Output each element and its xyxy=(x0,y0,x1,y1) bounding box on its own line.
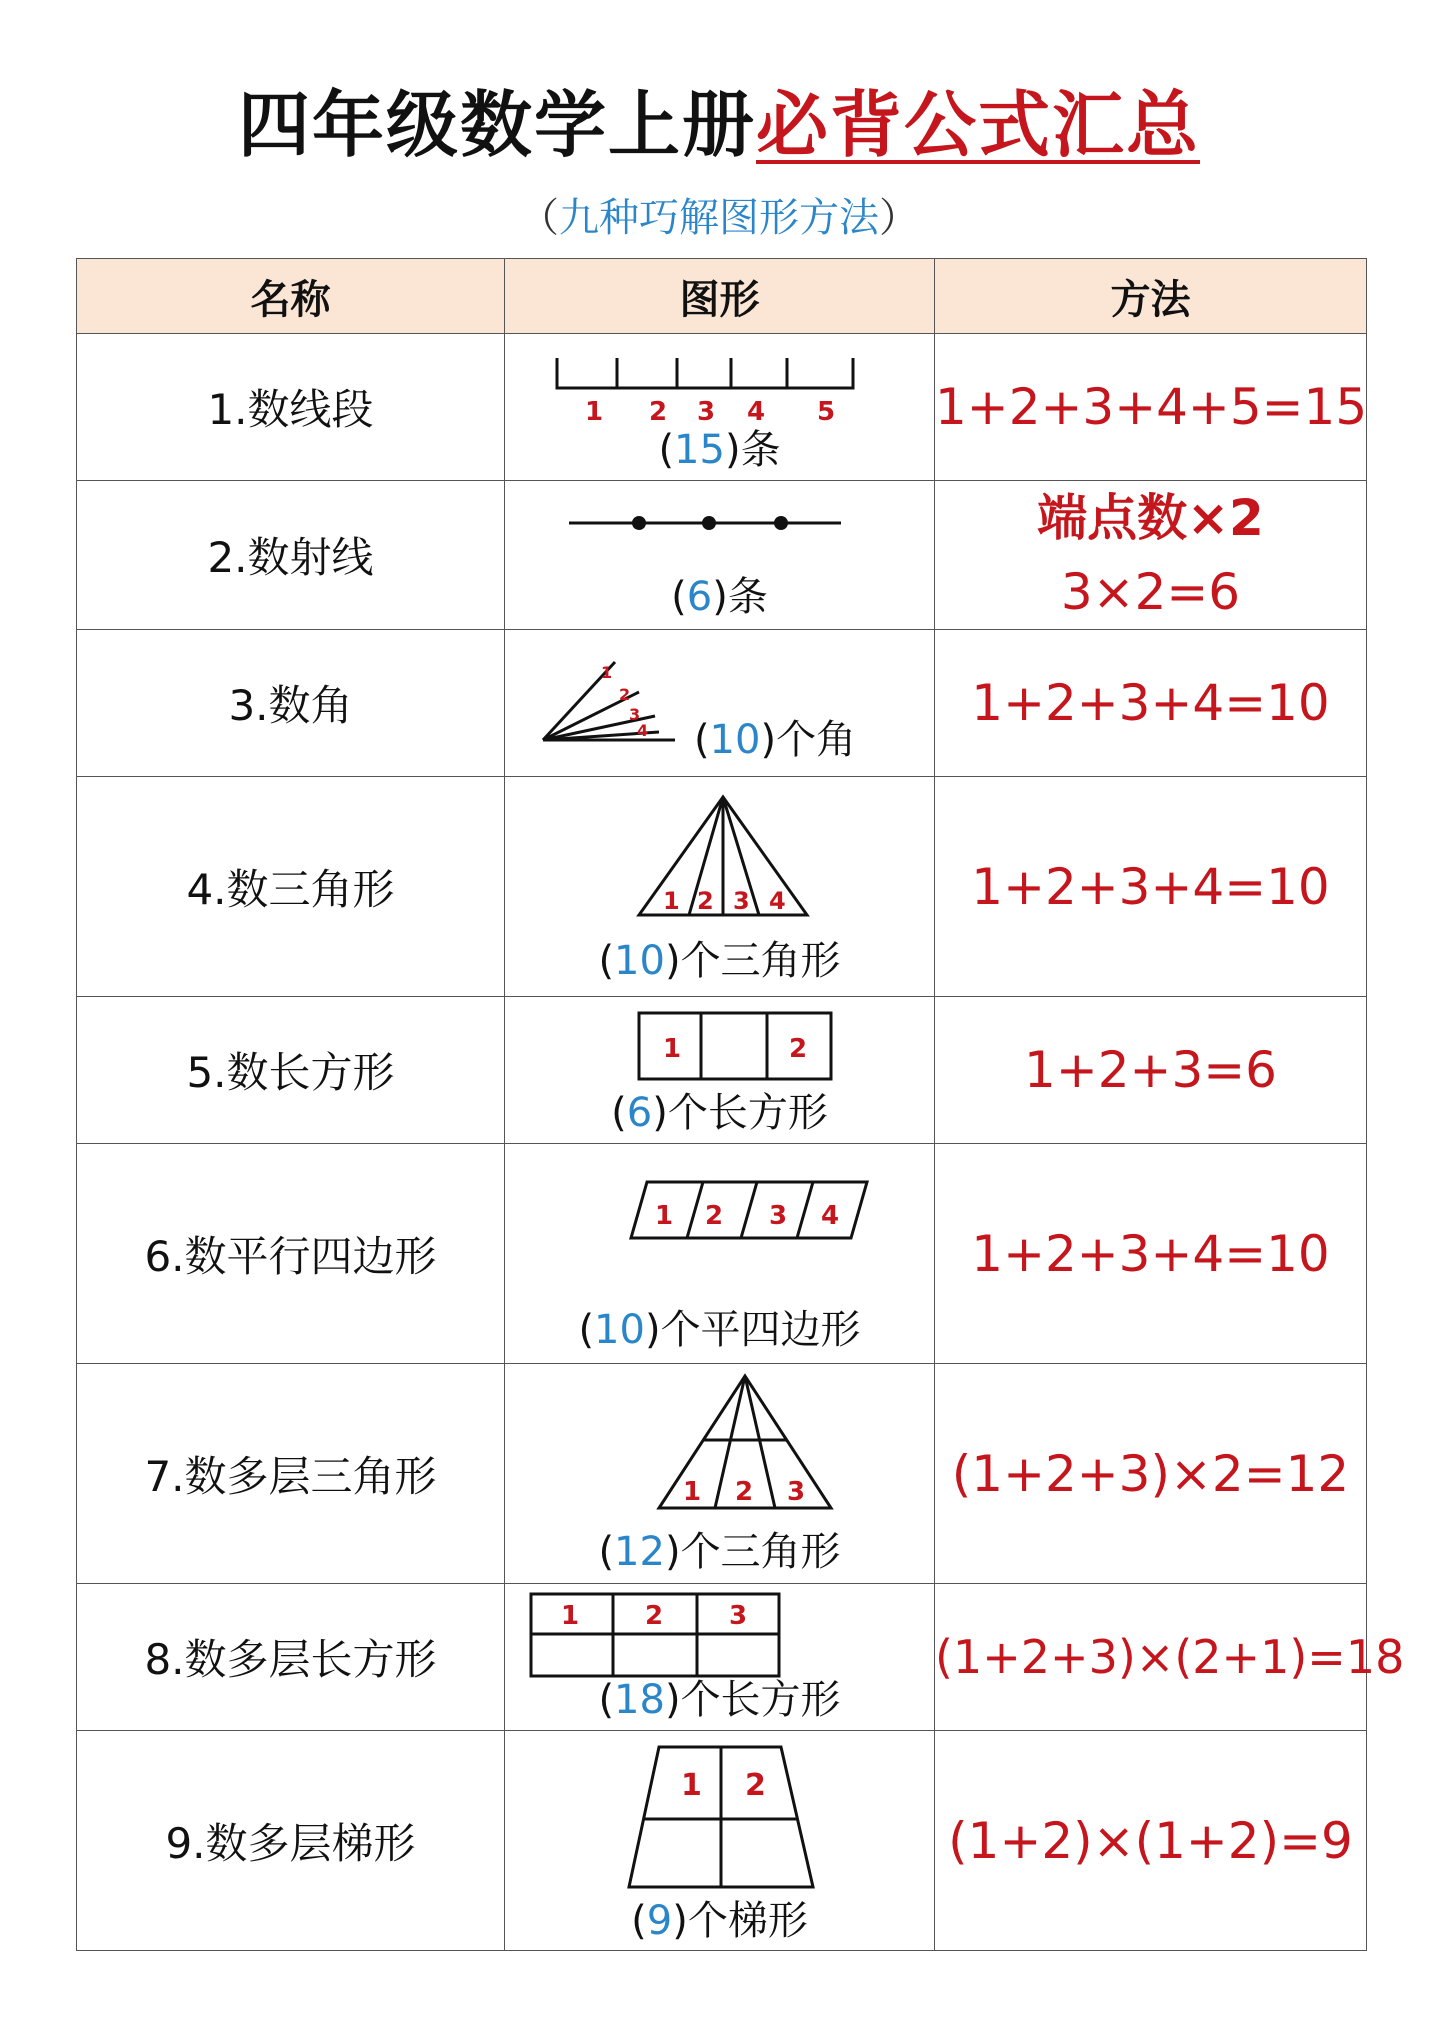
row-name: 5.数长方形 xyxy=(77,997,505,1144)
method-line: 1+2+3+4+5=15 xyxy=(935,378,1368,436)
row-method xyxy=(935,997,1367,1144)
caption-count: 6 xyxy=(686,574,713,620)
caption-count: 10 xyxy=(614,938,665,984)
caption-suffix: 个三角形 xyxy=(680,938,841,984)
row-method xyxy=(935,334,1367,481)
rectangle-label: 1 xyxy=(663,1034,682,1064)
row-name: 6.数平行四边形 xyxy=(77,1144,505,1364)
method-line: (1+2+3)×(2+1)=18 xyxy=(935,1630,1405,1684)
table-row xyxy=(77,334,1367,481)
caption-count: 10 xyxy=(594,1307,645,1353)
table-row xyxy=(77,1364,1367,1584)
layered-triangle-label: 2 xyxy=(735,1477,754,1507)
segment-label: 4 xyxy=(747,397,766,427)
row-name: 7.数多层三角形 xyxy=(77,1364,505,1584)
table-row xyxy=(77,1584,1367,1731)
trapezoid-label: 2 xyxy=(745,1768,766,1803)
row-method xyxy=(935,1731,1367,1951)
layered-trapezoid-figure xyxy=(623,1743,819,1893)
segment-label: 5 xyxy=(817,397,836,427)
caption-suffix: 个三角形 xyxy=(680,1529,841,1575)
method-line: 1+2+3+4=10 xyxy=(971,674,1330,732)
row-method xyxy=(935,1144,1367,1364)
caption-count: 6 xyxy=(626,1090,653,1136)
subtitle-close-paren: ） xyxy=(879,195,919,241)
method-line: 1+2+3+4=10 xyxy=(971,857,1330,916)
row-name: 9.数多层梯形 xyxy=(77,1731,505,1951)
layered-triangle-label: 3 xyxy=(787,1477,806,1507)
angle-label: 4 xyxy=(637,721,649,740)
row-name: 8.数多层长方形 xyxy=(77,1584,505,1731)
caption-suffix: 个梯形 xyxy=(687,1898,808,1944)
row-figure xyxy=(505,1364,935,1584)
caption-suffix: 个角 xyxy=(776,717,857,763)
table-header-row xyxy=(77,259,1367,334)
row-method xyxy=(935,1364,1367,1584)
caption-count: 12 xyxy=(614,1529,665,1575)
triangle-label: 4 xyxy=(769,887,786,915)
layered-rectangle-figure xyxy=(527,1590,783,1680)
layered-rectangle-label: 3 xyxy=(729,1601,748,1631)
parallelogram-figure xyxy=(627,1178,873,1242)
caption-suffix: 条 xyxy=(740,427,781,473)
caption-suffix: 个平四边形 xyxy=(660,1307,861,1353)
subtitle-text: 九种巧解图形方法 xyxy=(559,195,879,241)
triangle-figure xyxy=(633,791,813,921)
method-line: 1+2+3=6 xyxy=(1024,1041,1277,1099)
figure-caption: (10)个平四边形 xyxy=(578,1307,861,1353)
figure-caption: (6)个长方形 xyxy=(611,1090,828,1136)
angle-label: 1 xyxy=(601,663,613,682)
rectangle-figure xyxy=(635,1009,835,1085)
table-row xyxy=(77,481,1367,630)
figure-caption: (18)个长方形 xyxy=(598,1677,841,1723)
caption-suffix: 条 xyxy=(727,574,768,620)
method-line: 1+2+3+4=10 xyxy=(971,1224,1330,1283)
method-line: (1+2+3)×2=12 xyxy=(951,1444,1350,1503)
table-row xyxy=(77,777,1367,997)
layered-triangle-label: 1 xyxy=(683,1477,702,1507)
parallelogram-label: 3 xyxy=(769,1201,788,1231)
row-method xyxy=(935,777,1367,997)
figure-caption: (9)个梯形 xyxy=(631,1898,808,1944)
title-highlight: 必背公式汇总 xyxy=(756,83,1201,167)
figure-caption: (10)个三角形 xyxy=(598,938,841,984)
table-row xyxy=(77,1731,1367,1951)
rectangle-label: 2 xyxy=(789,1034,808,1064)
title-main: 四年级数学上册 xyxy=(237,83,756,167)
row-method xyxy=(935,1584,1405,1731)
triangle-label: 3 xyxy=(733,887,750,915)
table-row xyxy=(77,1144,1367,1364)
row-figure xyxy=(505,997,935,1144)
caption-count: 9 xyxy=(646,1898,673,1944)
angle-label: 3 xyxy=(629,705,641,724)
figure-caption: (10)个角 xyxy=(693,717,857,763)
layered-rectangle-label: 1 xyxy=(561,1601,580,1631)
row-figure xyxy=(505,777,935,997)
subtitle-open-paren: （ xyxy=(519,195,559,241)
segment-label: 2 xyxy=(649,397,668,427)
page-subtitle xyxy=(0,190,1438,246)
row-method xyxy=(935,630,1367,777)
segment-label: 3 xyxy=(697,397,716,427)
angle-label: 2 xyxy=(619,685,631,704)
figure-caption: (15)条 xyxy=(658,427,781,473)
triangle-label: 1 xyxy=(663,887,680,915)
caption-suffix: 个长方形 xyxy=(667,1090,828,1136)
parallelogram-label: 2 xyxy=(705,1201,724,1231)
row-figure xyxy=(505,1731,935,1951)
layered-triangle-figure xyxy=(653,1372,837,1514)
row-method xyxy=(935,481,1367,630)
header-method: 方法 xyxy=(935,259,1367,334)
layered-rectangle-label: 2 xyxy=(645,1601,664,1631)
parallelogram-label: 4 xyxy=(821,1201,840,1231)
parallelogram-label: 1 xyxy=(655,1201,674,1231)
method-line: 端点数×2 xyxy=(1037,489,1264,547)
row-figure xyxy=(505,630,935,777)
ray-figure xyxy=(565,503,845,543)
row-figure xyxy=(505,334,935,481)
table-row xyxy=(77,997,1367,1144)
header-name: 名称 xyxy=(77,259,505,334)
method-line: (1+2)×(1+2)=9 xyxy=(948,1811,1353,1870)
caption-suffix: 个长方形 xyxy=(680,1677,841,1723)
row-name: 3.数角 xyxy=(77,630,505,777)
segment-label: 1 xyxy=(585,397,604,427)
table-row xyxy=(77,630,1367,777)
page-title xyxy=(0,80,1438,170)
line-segment-figure xyxy=(545,348,865,428)
row-figure xyxy=(505,481,935,630)
row-name: 1.数线段 xyxy=(77,334,505,481)
row-name: 2.数射线 xyxy=(77,481,505,630)
row-name: 4.数三角形 xyxy=(77,777,505,997)
figure-caption: (6)条 xyxy=(671,574,768,620)
figure-caption: (12)个三角形 xyxy=(598,1529,841,1575)
caption-count: 18 xyxy=(614,1677,665,1723)
formula-table xyxy=(76,258,1405,1951)
caption-count: 15 xyxy=(674,427,725,473)
header-figure: 图形 xyxy=(505,259,935,334)
method-line: 3×2=6 xyxy=(1060,563,1241,621)
triangle-label: 2 xyxy=(697,887,714,915)
caption-count: 10 xyxy=(709,717,761,763)
row-figure xyxy=(505,1584,935,1731)
row-figure xyxy=(505,1144,935,1364)
trapezoid-label: 1 xyxy=(681,1768,702,1803)
